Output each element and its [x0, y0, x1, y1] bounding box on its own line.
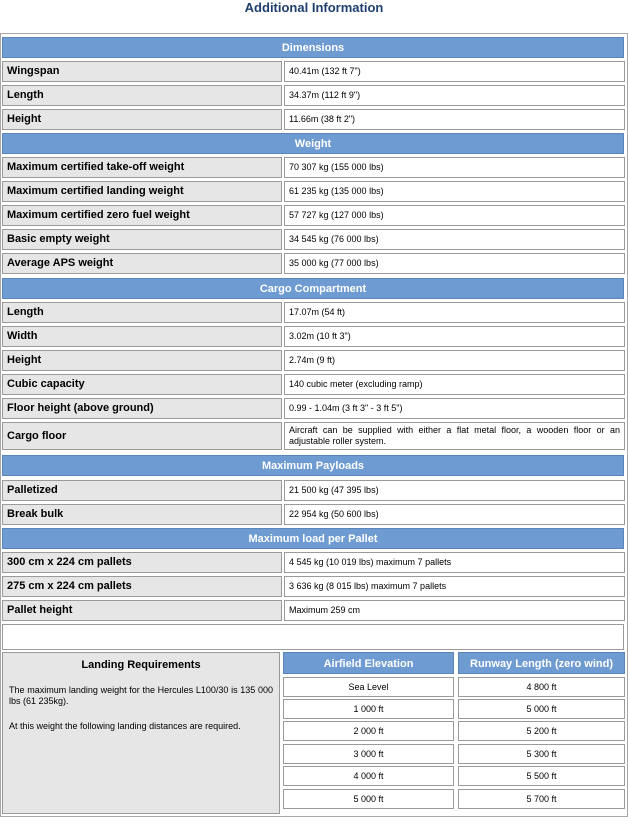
aps-weight-label: Average APS weight — [2, 253, 282, 274]
height-value: 11.66m (38 ft 2") — [284, 109, 625, 130]
length-label: Length — [2, 85, 282, 106]
mlw-label: Maximum certified landing weight — [2, 181, 282, 202]
dimensions-header: Dimensions — [2, 37, 624, 58]
aps-weight-value: 35 000 kg (77 000 lbs) — [284, 253, 625, 274]
landing-weight-text: The maximum landing weight for the Hercules L100/30 is 135 000 lbs (61 235kg). — [9, 685, 273, 706]
pallet-275-label: 275 cm x 224 cm pallets — [2, 576, 282, 597]
elevation-cell: 1 000 ft — [283, 699, 454, 719]
empty-weight-value: 34 545 kg (76 000 lbs) — [284, 229, 625, 250]
pallet-height-value: Maximum 259 cm — [284, 600, 625, 621]
cargo-width-value: 3.02m (10 ft 3") — [284, 326, 625, 347]
mtow-value: 70 307 kg (155 000 lbs) — [284, 157, 625, 178]
mzfw-label: Maximum certified zero fuel weight — [2, 205, 282, 226]
weight-header: Weight — [2, 133, 624, 154]
runway-cell: 5 200 ft — [458, 721, 625, 741]
cargo-height-label: Height — [2, 350, 282, 371]
cargo-floor-label: Cargo floor — [2, 422, 282, 450]
pallets-header: Maximum load per Pallet — [2, 528, 624, 549]
spacer-row — [2, 624, 624, 650]
mlw-value: 61 235 kg (135 000 lbs) — [284, 181, 625, 202]
break-bulk-value: 22 954 kg (50 600 lbs) — [284, 504, 625, 525]
page-title: Additional Information — [244, 0, 384, 15]
elevation-cell: 2 000 ft — [283, 721, 454, 741]
elevation-cell: 4 000 ft — [283, 766, 454, 786]
landing-requirements-panel — [2, 652, 280, 814]
floor-height-value: 0.99 - 1.04m (3 ft 3" - 3 ft 5") — [284, 398, 625, 419]
height-label: Height — [2, 109, 282, 130]
pallet-300-label: 300 cm x 224 cm pallets — [2, 552, 282, 573]
wingspan-label: Wingspan — [2, 61, 282, 82]
landing-requirements-title: Landing Requirements — [81, 659, 201, 671]
runway-length-header: Runway Length (zero wind) — [458, 652, 625, 674]
runway-cell: 5 000 ft — [458, 699, 625, 719]
mzfw-value: 57 727 kg (127 000 lbs) — [284, 205, 625, 226]
cubic-capacity-label: Cubic capacity — [2, 374, 282, 395]
pallet-300-value: 4 545 kg (10 019 lbs) maximum 7 pallets — [284, 552, 625, 573]
palletized-value: 21 500 kg (47 395 lbs) — [284, 480, 625, 501]
cargo-length-label: Length — [2, 302, 282, 323]
elevation-cell: 3 000 ft — [283, 744, 454, 764]
floor-height-label: Floor height (above ground) — [2, 398, 282, 419]
cargo-header: Cargo Compartment — [2, 278, 624, 299]
length-value: 34.37m (112 ft 9") — [284, 85, 625, 106]
empty-weight-label: Basic empty weight — [2, 229, 282, 250]
break-bulk-label: Break bulk — [2, 504, 282, 525]
elevation-cell: Sea Level — [283, 677, 454, 697]
cargo-height-value: 2.74m (9 ft) — [284, 350, 625, 371]
wingspan-value: 40.41m (132 ft 7") — [284, 61, 625, 82]
pallet-275-value: 3 636 kg (8 015 lbs) maximum 7 pallets — [284, 576, 625, 597]
cargo-floor-value: Aircraft can be supplied with either a flat metal floor, a wooden floor or an adjustable roller system. — [284, 422, 625, 450]
elevation-cell: 5 000 ft — [283, 789, 454, 809]
landing-distance-text: At this weight the following landing distances are required. — [9, 721, 241, 731]
airfield-elevation-header: Airfield Elevation — [283, 652, 454, 674]
mtow-label: Maximum certified take-off weight — [2, 157, 282, 178]
cargo-width-label: Width — [2, 326, 282, 347]
runway-cell: 5 500 ft — [458, 766, 625, 786]
pallet-height-label: Pallet height — [2, 600, 282, 621]
runway-cell: 5 300 ft — [458, 744, 625, 764]
runway-cell: 4 800 ft — [458, 677, 625, 697]
cubic-capacity-value: 140 cubic meter (excluding ramp) — [284, 374, 625, 395]
runway-cell: 5 700 ft — [458, 789, 625, 809]
palletized-label: Palletized — [2, 480, 282, 501]
cargo-length-value: 17.07m (54 ft) — [284, 302, 625, 323]
payloads-header: Maximum Payloads — [2, 455, 624, 476]
